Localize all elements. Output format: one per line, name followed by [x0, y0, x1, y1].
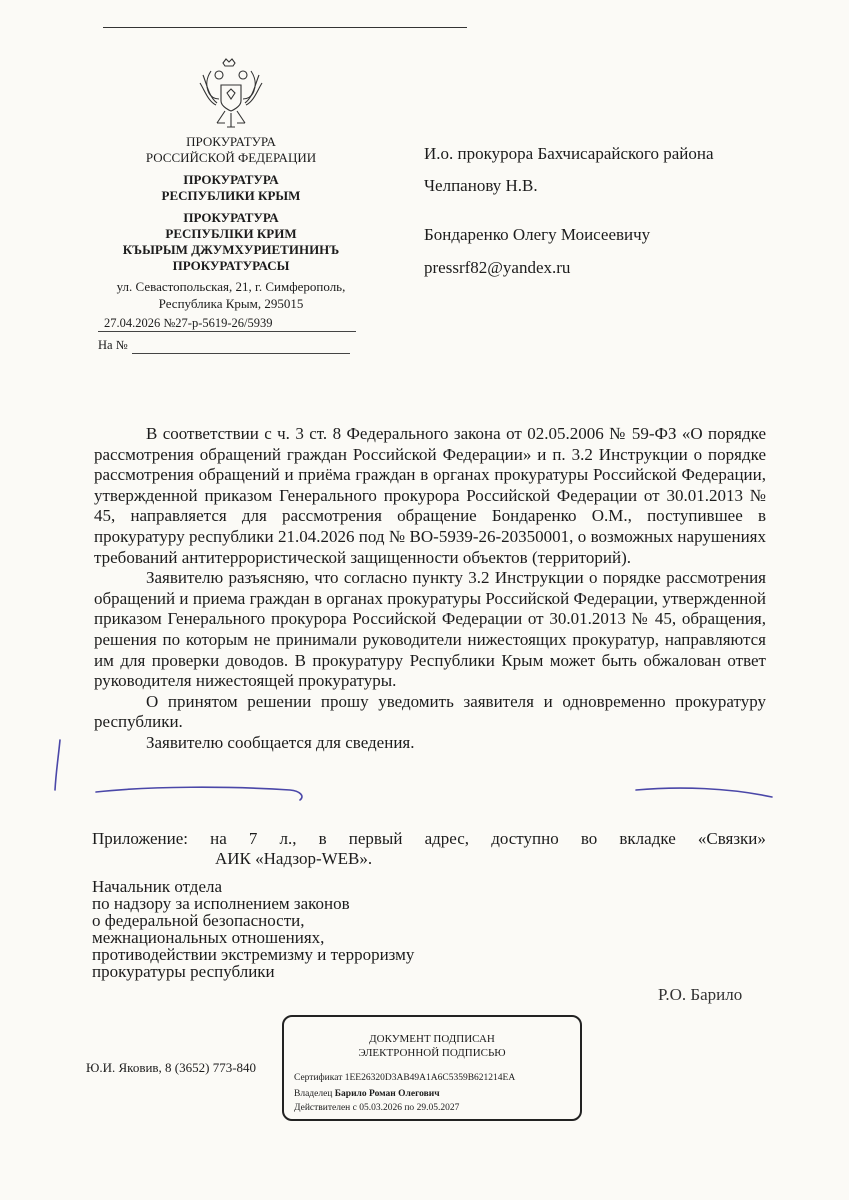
stamp-certificate: Сертификат 1EE26320D3AB49A1A6C5359B621214EA	[294, 1073, 516, 1083]
body-paragraph: О принятом решении прошу уведомить заявителя и одновременно прокуратуру республики.	[94, 691, 766, 732]
attachment-word: в	[318, 829, 327, 848]
signer-position-line: прокуратуры республики	[92, 962, 275, 981]
attachment-label: Приложение:	[92, 829, 188, 848]
org-line: КЪЫРЫМ ДЖУМХУРИЕТИНИНЪ	[122, 242, 340, 257]
addressee-line: Бондаренко Олегу Моисеевичу	[424, 225, 651, 244]
signer-position-line: Начальник отдела	[92, 877, 223, 896]
coat-of-arms-icon	[197, 55, 265, 133]
signer-position-line: противодействии экстремизму и терроризму	[92, 945, 415, 964]
org-address-line: Республика Крым, 295015	[158, 296, 304, 311]
attachment-word: во	[580, 829, 598, 848]
organization-header	[100, 134, 362, 312]
e-signature-stamp	[282, 1015, 582, 1121]
attachment-word: «Связки»	[697, 829, 766, 848]
attachment-word: адрес,	[424, 829, 470, 848]
top-rule	[103, 27, 467, 28]
org-line: ПРОКУРАТУРА	[183, 172, 279, 187]
org-line: РОССИЙСКОЙ ФЕДЕРАЦИИ	[145, 150, 317, 165]
underline-pen-stroke	[96, 787, 302, 800]
attachment-word: на	[210, 829, 227, 848]
attachment-word: л.,	[279, 829, 297, 848]
org-line: ПРОКУРАТУРА	[186, 134, 276, 149]
body-paragraph: В соответствии с ч. 3 ст. 8 Федерального закона от 02.05.2006 № 59-ФЗ «О порядке рассмотрения обращений граждан Российской Федерации» и п. 3.2 Инструкции о порядке рассмотрения обращений и приёма граждан в органах прокуратуры Российской Федерации, утвержденной приказом Генерального прокурора Российской Федерации от 30.01.2013 № 45, направляется для рассмотрения обращение Бондаренко О.М., поступившее в прокуратуру республики 21.04.2026 под № ВО-5939-26-20350001, о возможных нарушениях требований антитеррористической защищенности объектов (территорий).	[94, 424, 766, 567]
reply-to-blank	[132, 353, 350, 354]
stamp-title: ДОКУМЕНТ ПОДПИСАН	[369, 1033, 495, 1045]
org-line: РЕСПУБЛИКИ КРЫМ	[161, 188, 301, 203]
signer-position	[92, 878, 414, 980]
org-address-line: ул. Севастопольская, 21, г. Симферополь,	[116, 279, 346, 294]
outgoing-reference: 27.04.2026 №27-р-5619-26/5939	[98, 316, 356, 332]
body-paragraph: Заявителю разъясняю, что согласно пункту 3.2 Инструкции о порядке рассмотрения обращений и приема граждан в органах прокуратуры Российской Федерации, утвержденной приказом Генерального прокурора Российской Федерации от 30.01.2013 № 45, обращения, решения по которым не принимали руководители нижестоящих прокуратур, направляются им для проверки доводов. В прокуратуру Республики Крым может быть обжалован ответ руководителя нижестоящей прокуратуры.	[94, 568, 766, 691]
addressee-line: Челпанову Н.В.	[424, 176, 538, 195]
attachment-word: 7	[248, 829, 258, 848]
org-line: РЕСПУБЛІКИ КРИМ	[165, 226, 297, 241]
org-line: ПРОКУРАТУРАСЫ	[172, 258, 290, 273]
stamp-owner: Владелец Барило Роман Олегович	[294, 1089, 440, 1099]
reply-to-label: На №	[98, 338, 128, 352]
attachment-block	[92, 829, 766, 869]
body-paragraph: Заявителю сообщается для сведения.	[146, 732, 415, 752]
attachment-word: вкладке	[619, 829, 676, 848]
letter-body	[94, 424, 766, 754]
margin-pen-stroke	[55, 740, 60, 790]
addressee-email: pressrf82@yandex.ru	[424, 258, 571, 277]
executor-contact: Ю.И. Яковив, 8 (3652) 773-840	[86, 1060, 257, 1075]
stamp-title: ЭЛЕКТРОННОЙ ПОДПИСЬЮ	[358, 1047, 506, 1059]
signer-position-line: межнациональных отношениях,	[92, 928, 325, 947]
org-line: ПРОКУРАТУРА	[183, 210, 279, 225]
attachment-word: доступно	[491, 829, 559, 848]
underline-pen-stroke	[636, 788, 772, 797]
signer-position-line: о федеральной безопасности,	[92, 911, 305, 930]
attachment-line2: АИК «Надзор-WEB».	[215, 849, 373, 868]
signer-position-line: по надзору за исполнением законов	[92, 894, 350, 913]
addressee-line: И.о. прокурора Бахчисарайского района	[424, 144, 714, 163]
signer-name: Р.О. Барило	[658, 985, 743, 1004]
stamp-validity: Действителен с 05.03.2026 по 29.05.2027	[294, 1103, 460, 1113]
attachment-word: первый	[348, 829, 403, 848]
